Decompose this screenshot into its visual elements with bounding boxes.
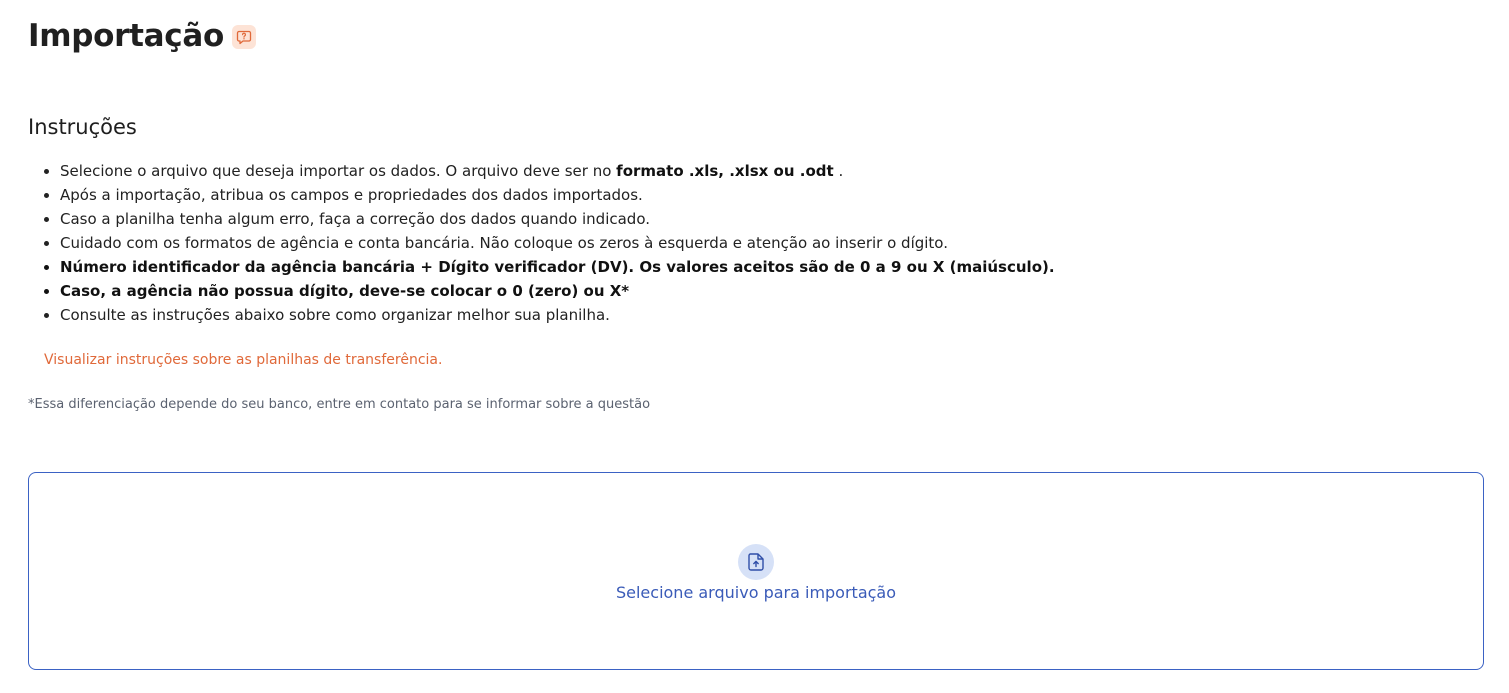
- footnote: *Essa diferenciação depende do seu banco, entre em contato para se informar sobre a questão: [28, 397, 651, 412]
- instructions-list: [28, 159, 1055, 327]
- file-format-text: formato .xls, .xlsx ou .odt: [616, 162, 834, 180]
- spreadsheet-instructions-link[interactable]: Visualizar instruções sobre as planilhas de transferência.: [44, 352, 443, 368]
- instruction-text: Selecione o arquivo que deseja importar os dados. O arquivo deve ser no: [60, 162, 617, 180]
- file-upload-icon: [738, 544, 774, 580]
- page-header: [28, 14, 256, 58]
- page-title: Importação: [28, 18, 224, 54]
- instruction-suffix: .: [833, 162, 844, 180]
- instructions-title: Instruções: [28, 115, 137, 139]
- file-upload-glyph: [745, 551, 767, 573]
- list-item: • Caso, a agência não possua dígito, deve-se colocar o 0 (zero) ou X*: [60, 279, 1055, 303]
- list-item: • Caso a planilha tenha algum erro, faça a correção dos dados quando indicado.: [60, 207, 1055, 231]
- select-file-label[interactable]: Selecione arquivo para importação: [615, 583, 897, 602]
- file-dropzone[interactable]: [28, 472, 1484, 670]
- list-item: • Número identificador da agência bancária + Dígito verificador (DV). Os valores aceitos são de 0 a 9 ou X (maiúsculo).: [60, 255, 1055, 279]
- chat-question-icon[interactable]: [232, 25, 256, 49]
- list-item: • Cuidado com os formatos de agência e conta bancária. Não coloque os zeros à esquerda e atenção ao inserir o dígito.: [60, 231, 1055, 255]
- chat-question-glyph: [236, 29, 252, 45]
- list-item: • Consulte as instruções abaixo sobre como organizar melhor sua planilha.: [60, 303, 1055, 327]
- list-item: [60, 159, 1055, 183]
- list-item: • Após a importação, atribua os campos e propriedades dos dados importados.: [60, 183, 1055, 207]
